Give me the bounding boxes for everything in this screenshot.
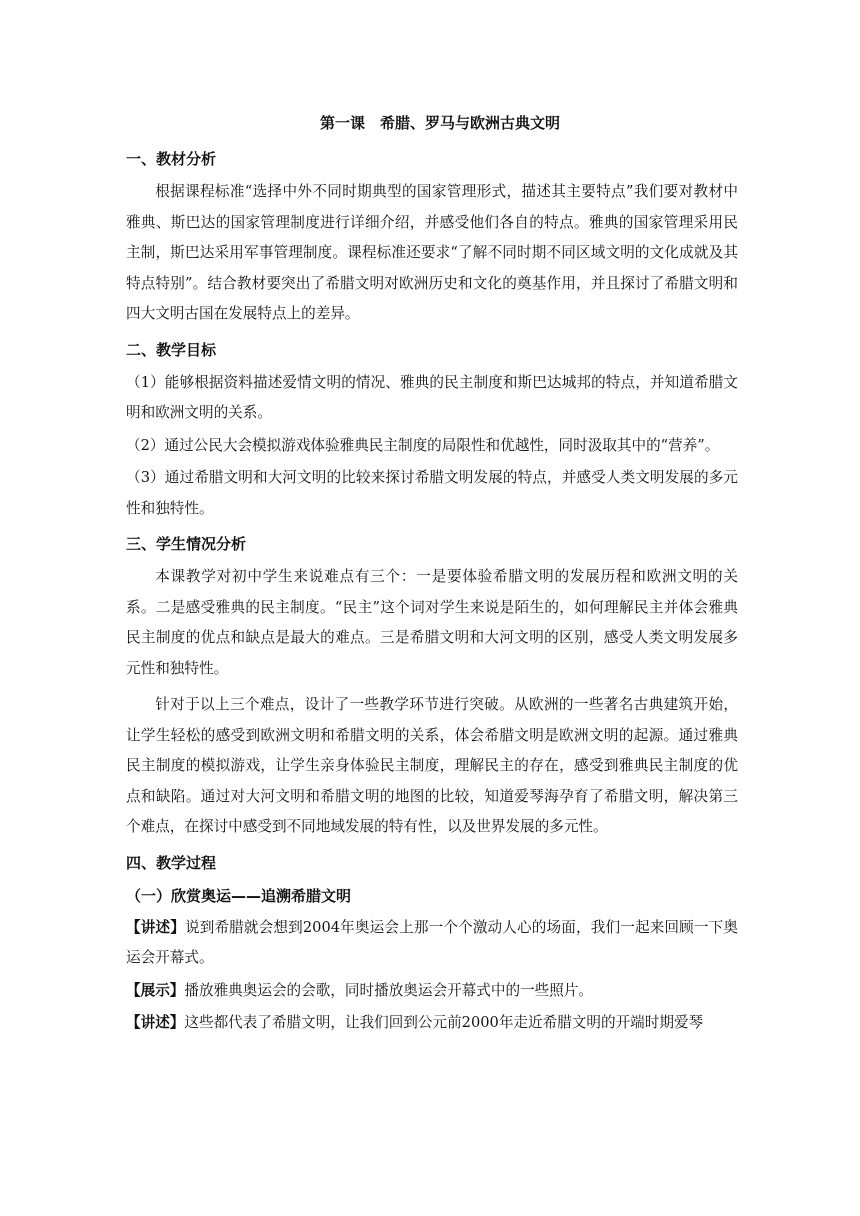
goal-item: （3）通过希腊文明和大河文明的比较来探讨希腊文明发展的特点，并感受人类文明发展的多元性和独特性。 [126,469,738,517]
paragraph: 根据课程标准“选择中外不同时期典型的国家管理形式，描述其主要特点”我们要对教材中雅典、斯巴达的国家管理制度进行详细介绍，并感受他们各自的特点。雅典的国家管理采用民主制，斯巴达采用军事管理制度。课程标准还要求“了解不同时期不同区域文明的文化成就及其特点特别”。结合教材要突出了希腊文明对欧洲历史和文化的奠基作用，并且探讨了希腊文明和四大文明古国在发展特点上的差异。 [126,183,738,322]
document-content [126,108,738,1044]
process-entry [126,1008,738,1039]
section-heading: 一、教材分析 [126,150,217,168]
process-entry [126,976,738,1007]
entry-text: 说到希腊就会想到2004年奥运会上那一个个激动人心的场面，我们一起来回顾一下奥运会开幕式。 [126,918,738,966]
section-student-analysis [126,529,738,843]
document-title: 第一课 希腊、罗马与欧洲古典文明 [319,114,560,132]
section-heading: 二、教学目标 [126,340,217,359]
entry-tag: 【讲述】 [126,918,185,936]
entry-tag: 【展示】 [126,981,185,999]
entry-tag: 【讲述】 [126,1014,185,1031]
goal-item: （2）通过公民大会模拟游戏体验雅典民主制度的局限性和优越性，同时汲取其中的“营养”。 [126,436,720,454]
section-teaching-goals [126,335,738,525]
goal-item: （1）能够根据资料描述爱情文明的情况、雅典的民主制度和斯巴达城邦的特点，并知道希腊文明和欧洲文明的关系。 [126,373,738,421]
section-heading: 三、学生情况分析 [126,535,247,553]
process-entry [126,913,738,974]
section-textbook-analysis [126,144,738,330]
paragraph: 本课教学对初中学生来说难点有三个：一是要体验希腊文明的发展历程和欧洲文明的关系。二是感受雅典的民主制度。“民主”这个词对学生来说是陌生的，如何理解民主并体会雅典民主制度的优点和缺点是最大的难点。三是希腊文明和大河文明的区别，感受人类文明发展多元性和独特性。 [126,568,738,677]
section-heading: 四、教学过程 [126,853,217,872]
entry-text: 这些都代表了希腊文明，让我们回到公元前2000年走近希腊文明的开端时期爱琴 [184,1014,704,1031]
entry-text: 播放雅典奥运会的会歌，同时播放奥运会开幕式中的一些照片。 [184,981,594,999]
section-teaching-process [126,848,738,1039]
paragraph: 针对于以上三个难点，设计了一些教学环节进行突破。从欧洲的一些著名古典建筑开始，让学生轻松的感受到欧洲文明和希腊文明的关系，体会希腊文明是欧洲文明的起源。通过雅典民主制度的模拟游戏，让学生亲身体验民主制度，理解民主的存在，感受到雅典民主制度的优点和缺陷。通过对大河文明和希腊文明的地图的比较，知道爱琴海孕育了希腊文明，解决第三个难点，在探讨中感受到不同地域发展的特有性，以及世界发展的多元性。 [126,696,738,835]
subsection-heading: （一）欣赏奥运——追溯希腊文明 [126,886,352,905]
